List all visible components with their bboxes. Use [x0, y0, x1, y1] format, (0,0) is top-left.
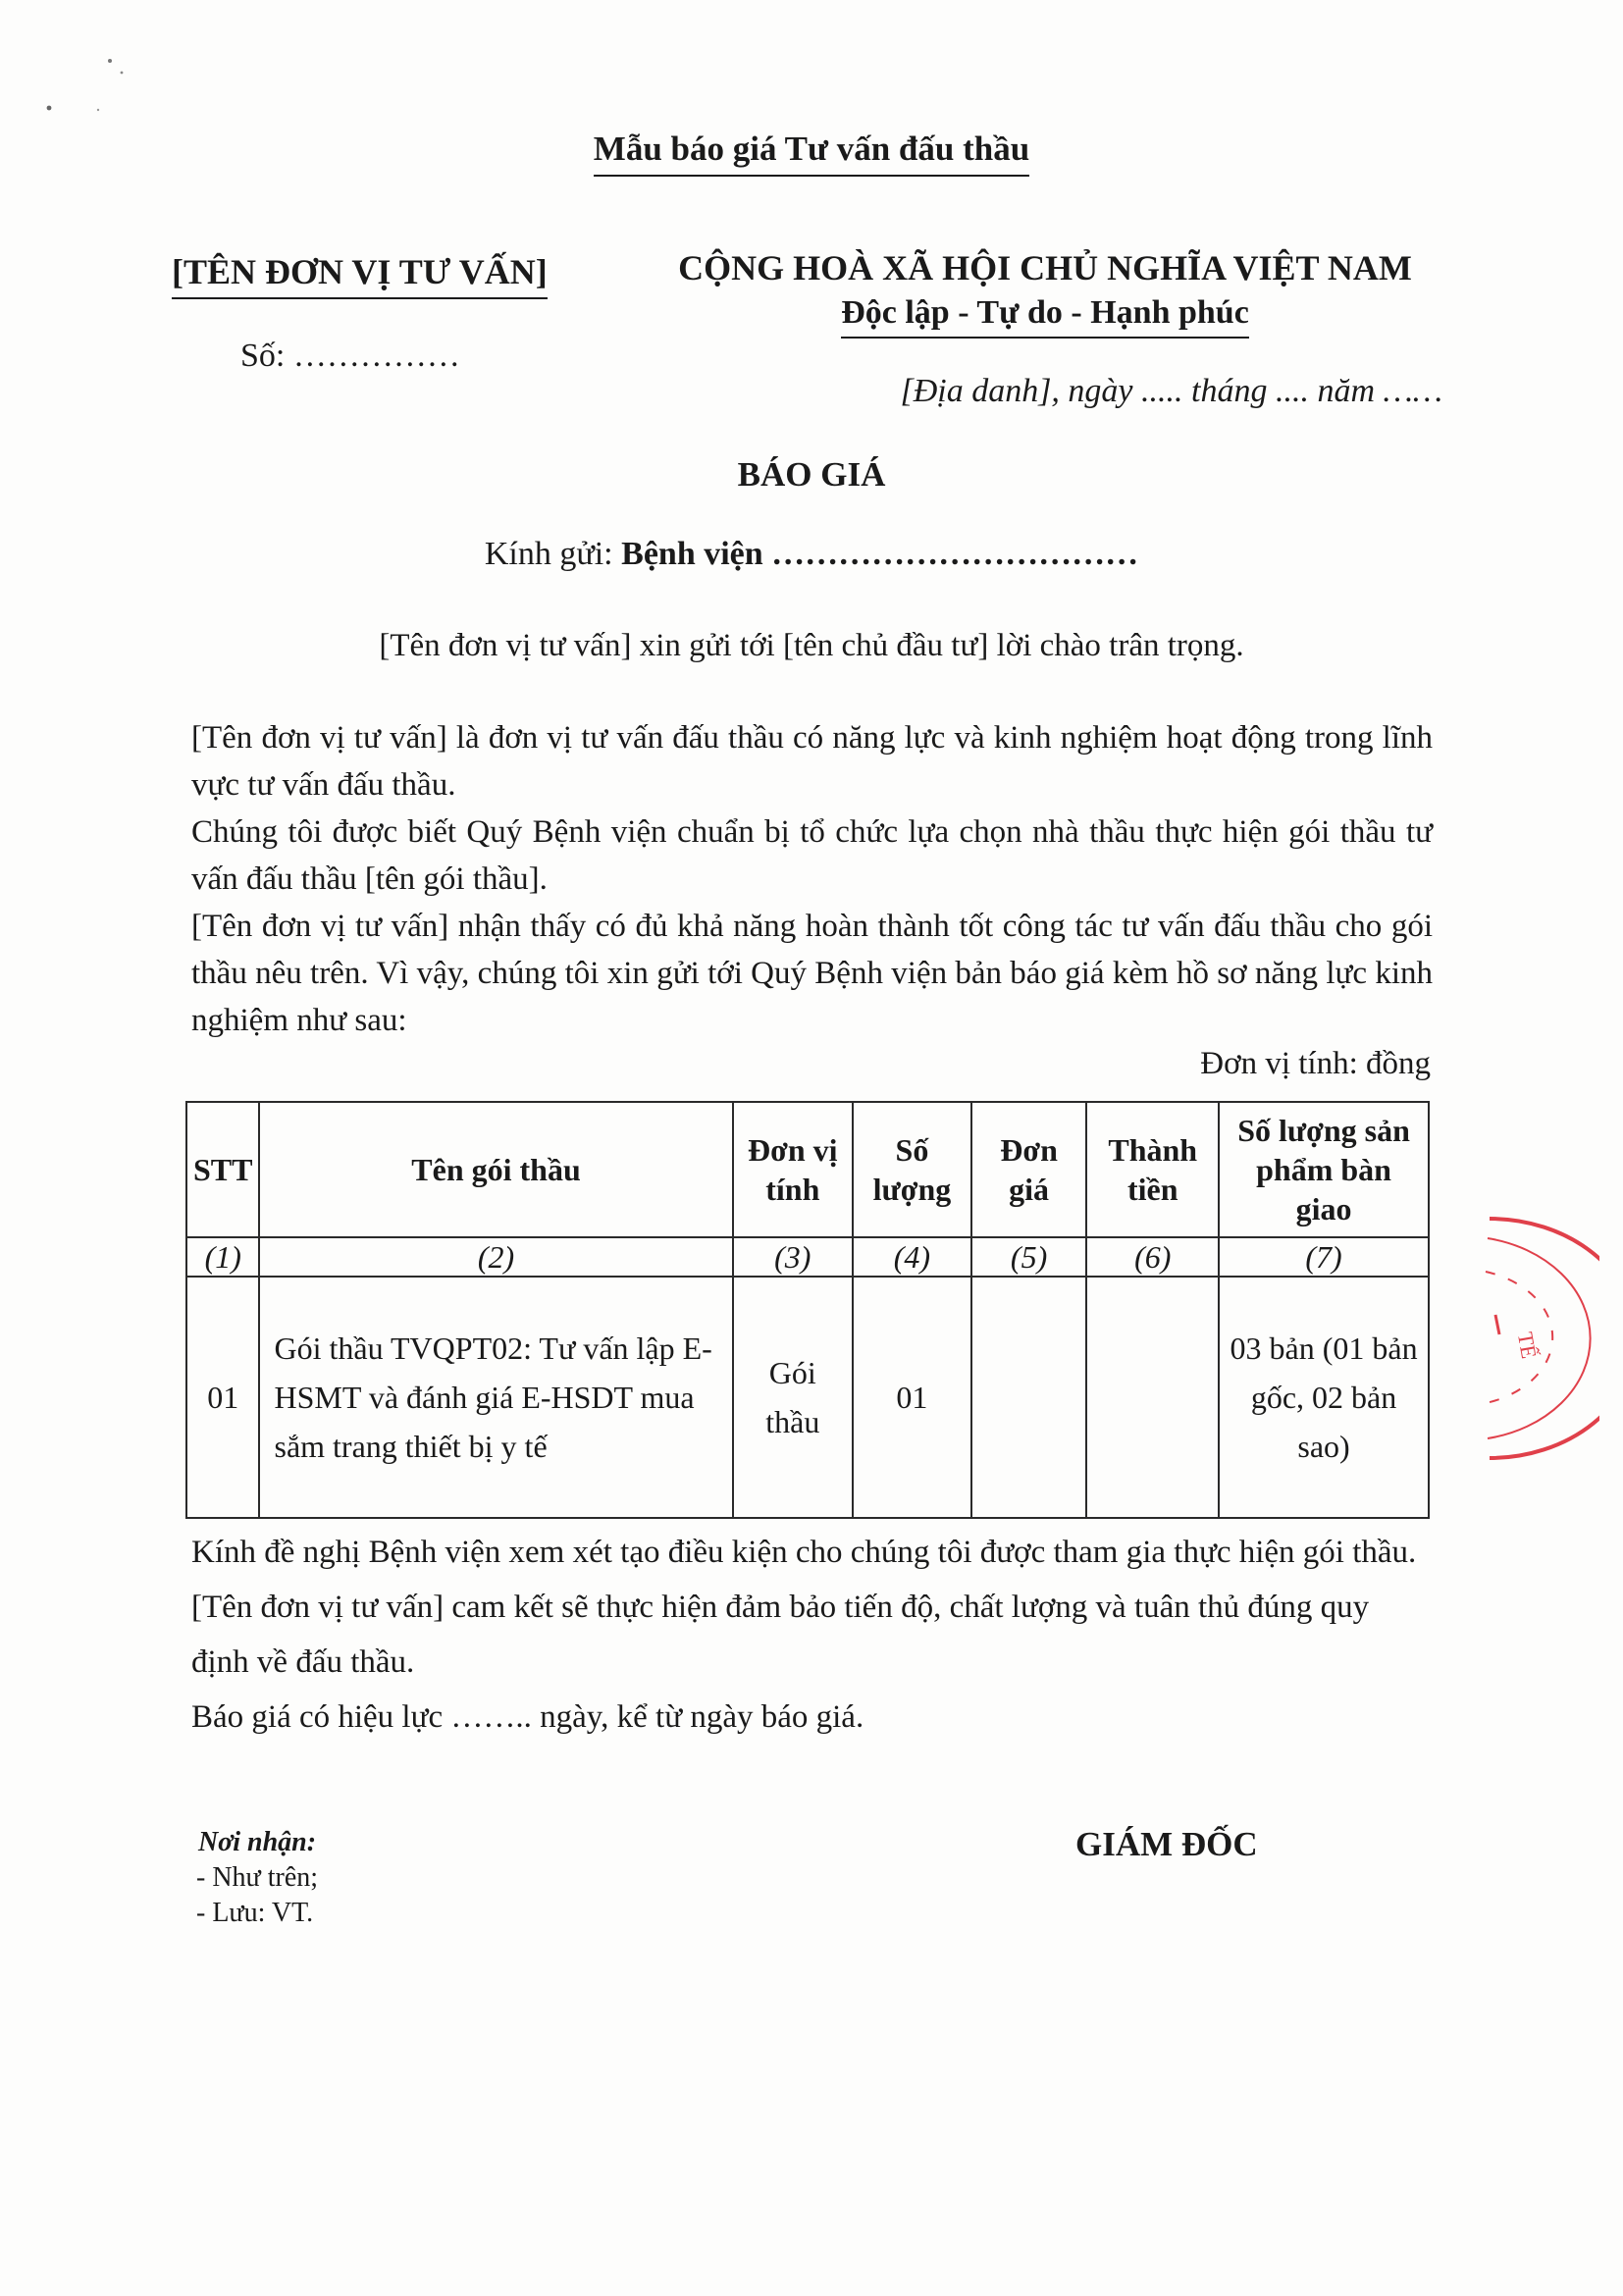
- cell-deliverables: 03 bản (01 bản gốc, 02 bản sao): [1219, 1277, 1429, 1518]
- recipient-item: - Lưu: VT.: [196, 1898, 314, 1928]
- header-amount: Thành tiền: [1086, 1102, 1219, 1237]
- column-number-row: [186, 1237, 1429, 1277]
- signature-title: GIÁM ĐỐC: [1075, 1825, 1258, 1863]
- quote-title: BÁO GIÁ: [737, 455, 886, 494]
- org-name-block: [172, 251, 548, 292]
- recipient-name: Bệnh viện ……………………………: [621, 536, 1139, 572]
- greeting: [Tên đơn vị tư vấn] xin gửi tới [tên chủ đầu tư] lời chào trân trọng.: [379, 628, 1244, 663]
- recipient-line: [0, 536, 1623, 573]
- column-number: (4): [853, 1237, 971, 1277]
- closing-section: [191, 1525, 1433, 1745]
- closing-paragraph: [Tên đơn vị tư vấn] cam kết sẽ thực hiện đảm bảo tiến độ, chất lượng và tuân thủ đúng quy định về đấu thầu.: [191, 1590, 1370, 1680]
- quote-table: [185, 1101, 1430, 1519]
- unit-note: Đơn vị tính: đồng: [1200, 1046, 1431, 1081]
- recipient-label: Kính gửi:: [484, 536, 622, 572]
- org-name: [TÊN ĐƠN VỊ TƯ VẤN]: [172, 252, 548, 299]
- header-deliverables: Số lượng sản phẩm bàn giao: [1219, 1102, 1429, 1237]
- red-stamp-seal: [1482, 1215, 1599, 1460]
- document-number: Số: ……………: [240, 338, 460, 374]
- table-header-row: [186, 1102, 1429, 1237]
- national-motto: Độc lập - Tự do - Hạnh phúc: [841, 294, 1249, 339]
- recipients-label: Nơi nhận:: [198, 1827, 317, 1857]
- column-number: (5): [971, 1237, 1087, 1277]
- cell-quantity: 01: [853, 1277, 971, 1518]
- intro-paragraph: [Tên đơn vị tư vấn] nhận thấy có đủ khả năng hoàn thành tốt công tác tư vấn đấu thầu cho gói thầu nêu trên. Vì vậy, chúng tôi xin gửi tới Quý Bệnh viện bản báo giá kèm hồ sơ năng lực kinh nghiệm như sau:: [191, 909, 1433, 1038]
- header-quantity: Số lượng: [853, 1102, 971, 1237]
- intro-paragraph: Chúng tôi được biết Quý Bệnh viện chuẩn bị tổ chức lựa chọn nhà thầu thực hiện gói thầu tư vấn đấu thầu [tên gói thầu].: [191, 814, 1433, 897]
- column-number: (7): [1219, 1237, 1429, 1277]
- recipient-item: - Như trên;: [196, 1862, 319, 1893]
- column-number: (1): [186, 1237, 259, 1277]
- header-unit: Đơn vị tính: [733, 1102, 854, 1237]
- cell-unit: Gói thầu: [733, 1277, 854, 1518]
- column-number: (6): [1086, 1237, 1219, 1277]
- closing-paragraph: Kính đề nghị Bệnh viện xem xét tạo điều kiện cho chúng tôi được tham gia thực hiện gói thầu.: [191, 1535, 1417, 1570]
- header-unit-price: Đơn giá: [971, 1102, 1087, 1237]
- cell-package: Gói thầu TVQPT02: Tư vấn lập E-HSMT và đánh giá E-HSDT mua sắm trang thiết bị y tế: [259, 1277, 732, 1518]
- column-number: (3): [733, 1237, 854, 1277]
- table-row: [186, 1277, 1429, 1518]
- national-motto-block: [648, 294, 1442, 332]
- intro-paragraph: [Tên đơn vị tư vấn] là đơn vị tư vấn đấu thầu có năng lực và kinh nghiệm hoạt động trong lĩnh vực tư vấn đấu thầu.: [191, 720, 1433, 803]
- cell-unit-price: [971, 1277, 1087, 1518]
- intro-section: [191, 714, 1433, 1044]
- closing-paragraph: Báo giá có hiệu lực …….. ngày, kể từ ngày báo giá.: [191, 1699, 864, 1735]
- header-stt: STT: [186, 1102, 259, 1237]
- cell-amount: [1086, 1277, 1219, 1518]
- national-title: CỘNG HOÀ XÃ HỘI CHỦ NGHĨA VIỆT NAM: [678, 248, 1412, 287]
- scan-speck-marks: [39, 39, 137, 128]
- cell-stt: 01: [186, 1277, 259, 1518]
- place-date: [Địa danh], ngày ..... tháng .... năm ……: [900, 373, 1442, 409]
- header-package: Tên gói thầu: [259, 1102, 732, 1237]
- column-number: (2): [259, 1237, 732, 1277]
- heading-text: Mẫu báo giá Tư vấn đấu thầu: [594, 130, 1029, 177]
- svg-text:TẾ: TẾ: [1512, 1330, 1543, 1361]
- document-heading: [0, 130, 1623, 177]
